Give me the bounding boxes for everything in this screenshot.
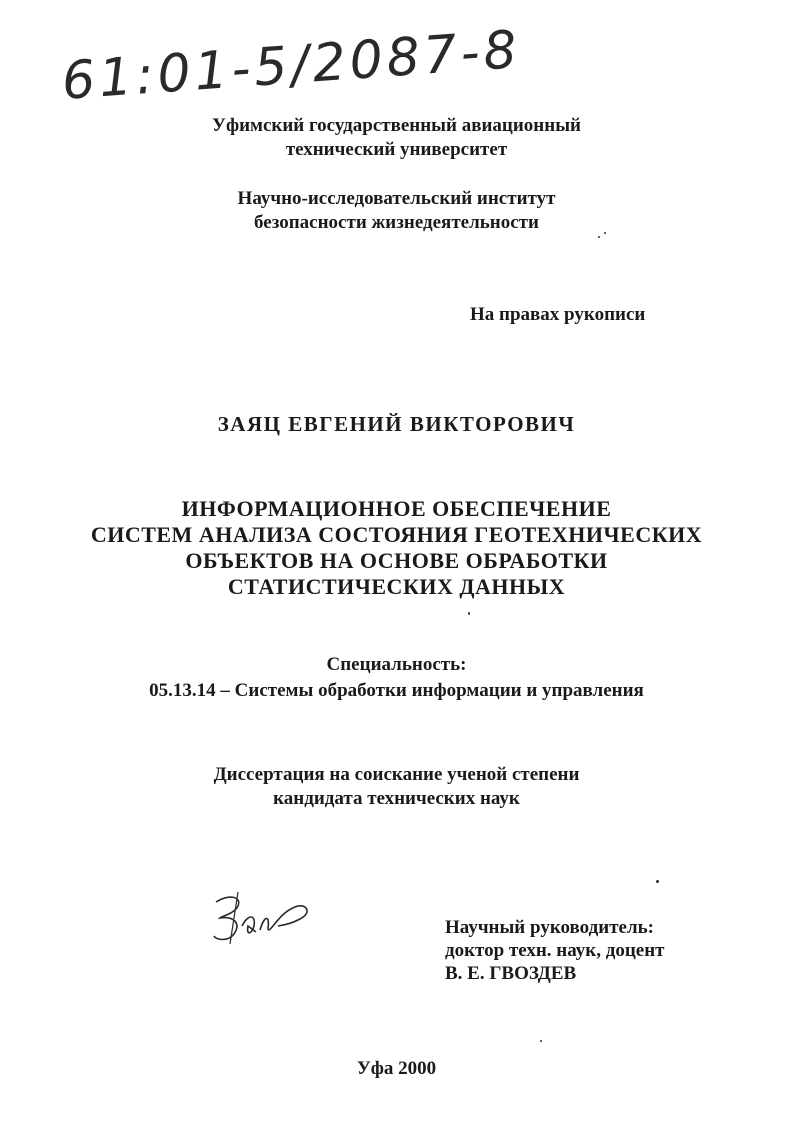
scan-speck (604, 232, 606, 234)
advisor-label: Научный руководитель: (445, 917, 654, 938)
title-line-1: ИНФОРМАЦИОННОЕ ОБЕСПЕЧЕНИЕ (181, 496, 612, 521)
dissertation-degree (0, 763, 793, 811)
scan-speck (598, 236, 600, 238)
title-line-3: ОБЪЕКТОВ НА ОСНОВЕ ОБРАБОТКИ (185, 548, 608, 573)
advisor-name: В. Е. ГВОЗДЕВ (445, 963, 577, 984)
degree-line-1: Диссертация на соискание ученой степени (213, 764, 580, 785)
dissertation-title (0, 496, 793, 600)
advisor-degree: доктор техн. наук, доцент (445, 940, 665, 961)
title-line-2: СИСТЕМ АНАЛИЗА СОСТОЯНИЯ ГЕОТЕХНИЧЕСКИХ (90, 522, 703, 547)
university-line-2: технический университет (285, 139, 508, 160)
title-line-4: СТАТИСТИЧЕСКИХ ДАННЫХ (227, 574, 566, 599)
specialty-block (0, 652, 793, 704)
university-name (0, 114, 793, 162)
handwritten-signature (208, 880, 318, 950)
scan-speck (656, 880, 659, 883)
specialty-value: 05.13.14 – Системы обработки информации и управления (149, 680, 644, 701)
advisor-block (445, 916, 665, 985)
scan-speck (468, 612, 470, 615)
degree-line-2: кандидата технических наук (273, 788, 520, 809)
institute-line-2: безопасности жизнедеятельности (254, 212, 539, 233)
scan-speck (540, 1040, 542, 1042)
handwritten-archive-code: 61:01-5/2087-8 (60, 19, 523, 112)
institute-line-1: Научно-исследовательский институт (237, 188, 556, 209)
university-line-1: Уфимский государственный авиационный (212, 115, 581, 136)
specialty-label: Специальность: (326, 654, 467, 675)
city-year: Уфа 2000 (356, 1058, 437, 1079)
rights-note: На правах рукописи (470, 304, 646, 325)
author-name: ЗАЯЦ ЕВГЕНИЙ ВИКТОРОВИЧ (217, 412, 576, 436)
institute-name (0, 187, 793, 235)
